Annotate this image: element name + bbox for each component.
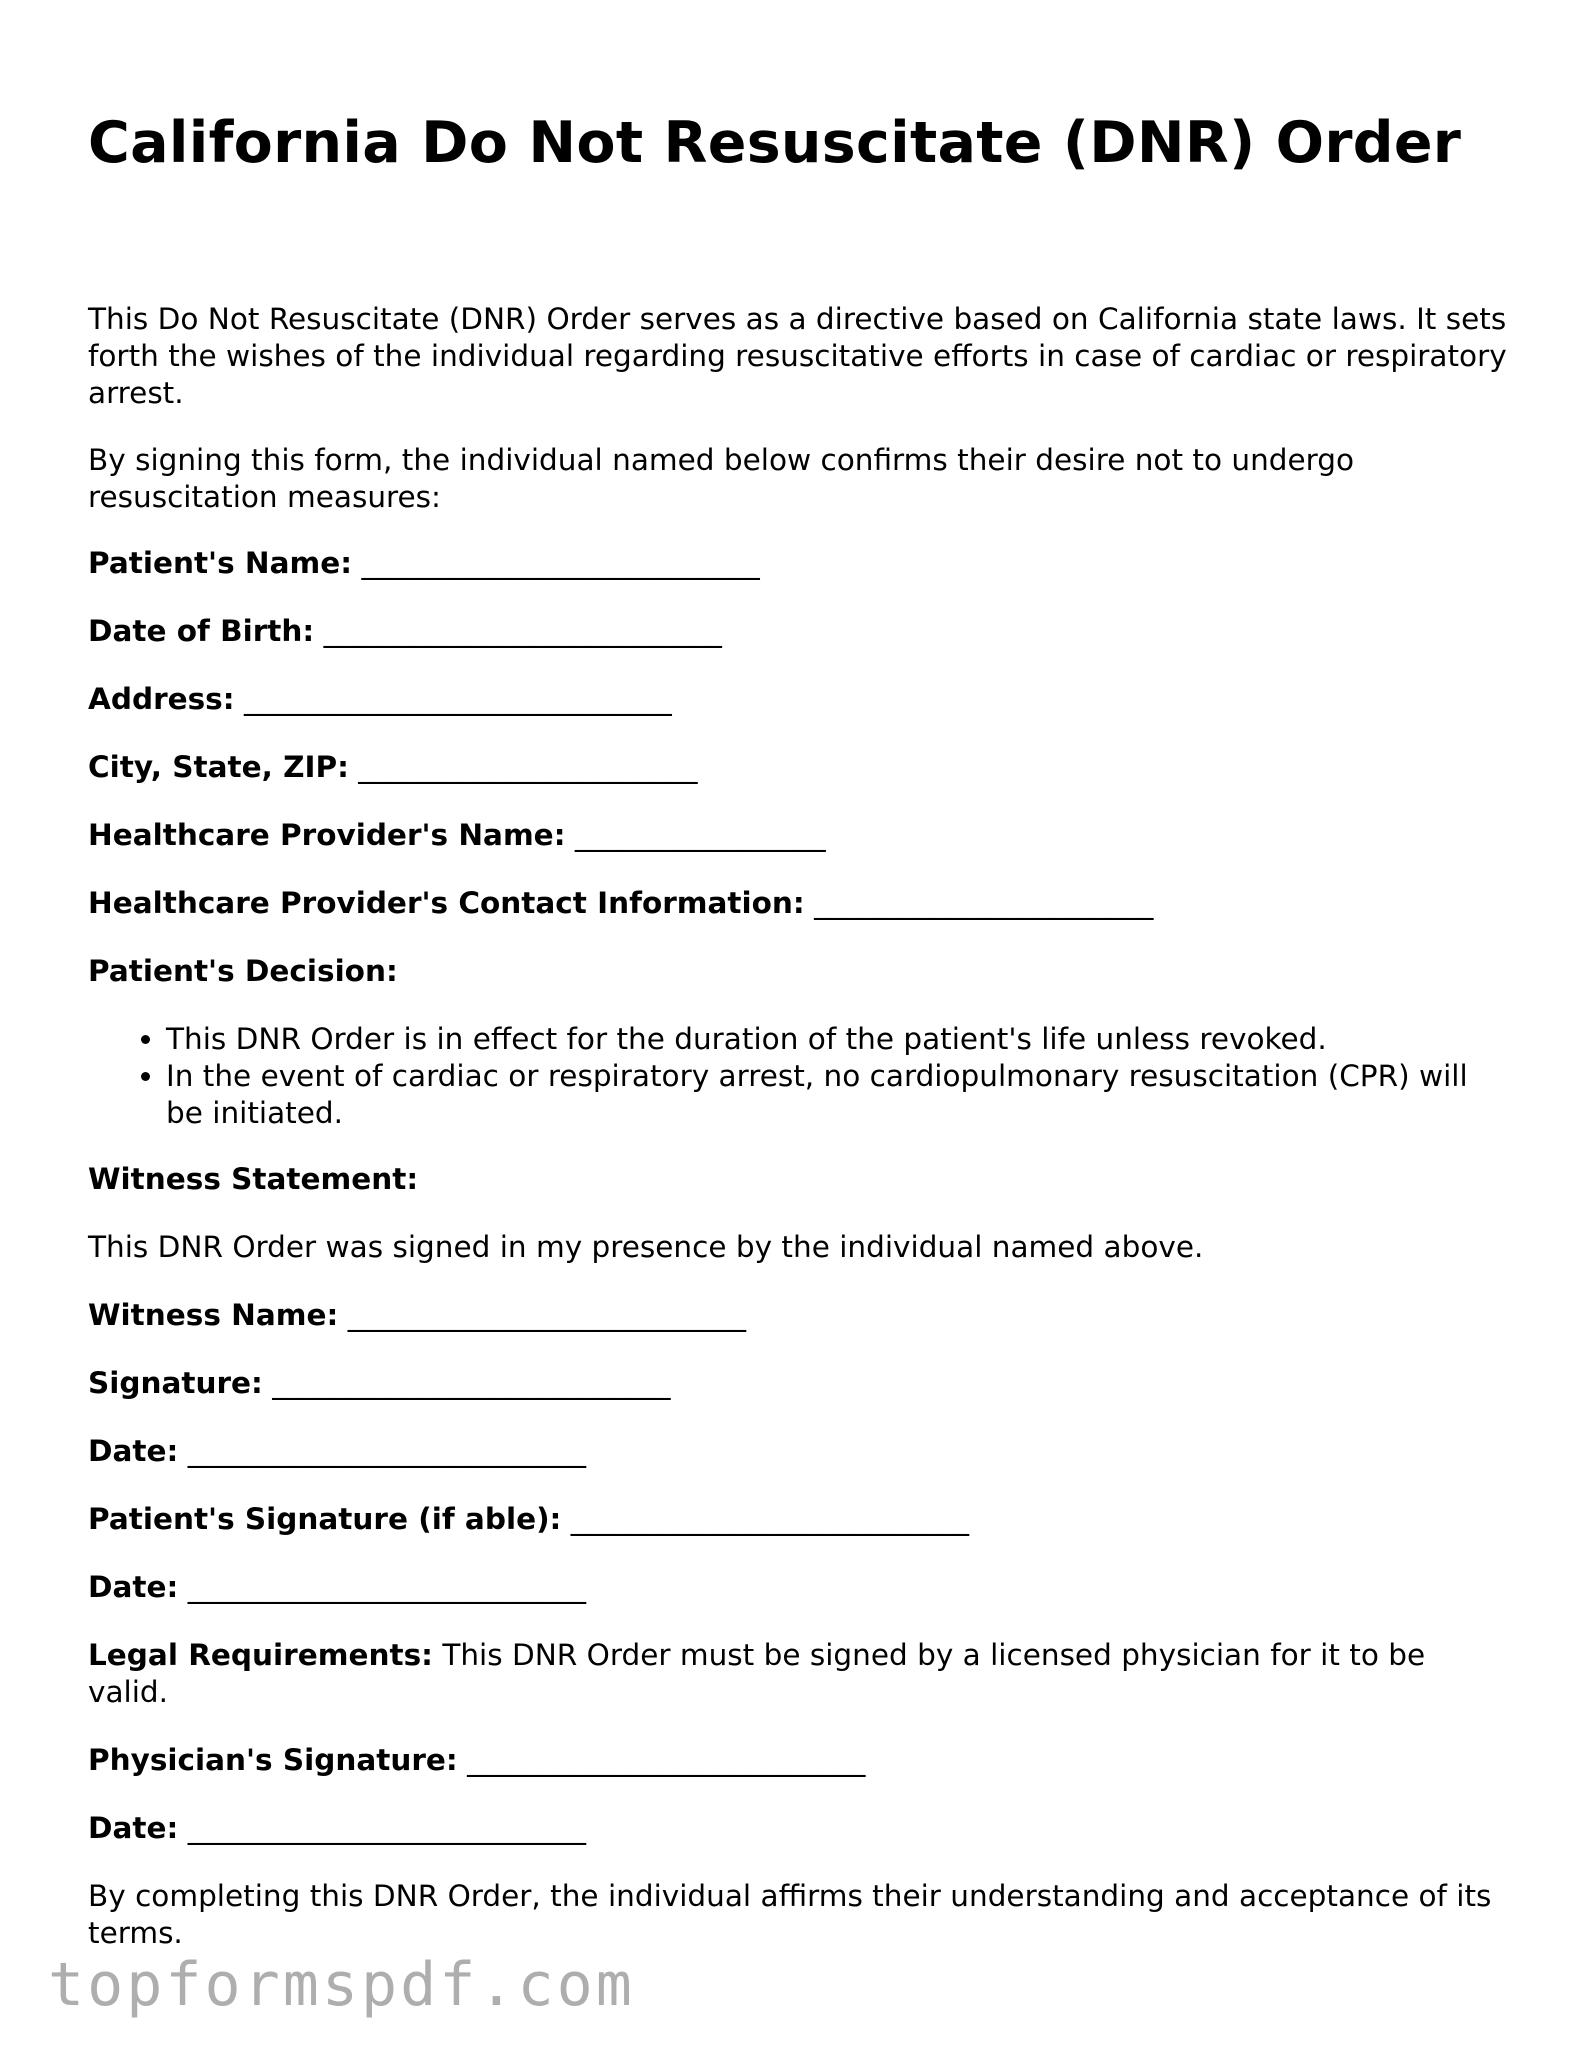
witness-signature-field (88, 1365, 1508, 1402)
patient-date-field (88, 1569, 1508, 1606)
dob-label: Date of Birth: (88, 614, 315, 648)
city-state-zip-label: City, State, ZIP: (88, 750, 349, 784)
provider-name-blank[interactable]: _________________ (574, 818, 826, 852)
city-state-zip-blank[interactable]: _______________________ (358, 750, 698, 784)
dob-field (88, 613, 1508, 650)
patient-signature-field (88, 1501, 1508, 1538)
patient-name-label: Patient's Name: (88, 546, 353, 580)
patient-date-label: Date: (88, 1570, 179, 1604)
provider-contact-blank[interactable]: _______________________ (814, 886, 1154, 920)
decision-list (88, 1021, 1508, 1132)
intro-paragraph: This Do Not Resuscitate (DNR) Order serves as a directive based on California state laws. It sets forth the wishes of the individual regarding resuscitative efforts in case of cardiac or respiratory arrest. (88, 302, 1507, 410)
witness-name-blank[interactable]: ___________________________ (347, 1298, 746, 1332)
legal-label: Legal Requirements: (88, 1638, 433, 1672)
address-label: Address: (88, 682, 235, 716)
patient-name-blank[interactable]: ___________________________ (361, 546, 760, 580)
provider-name-field (88, 817, 1508, 854)
patient-date-blank[interactable]: ___________________________ (187, 1570, 586, 1604)
city-state-zip-field (88, 749, 1508, 786)
witness-signature-label: Signature: (88, 1366, 263, 1400)
patient-signature-blank[interactable]: ___________________________ (570, 1502, 969, 1536)
physician-date-field (88, 1810, 1508, 1847)
physician-date-label: Date: (88, 1811, 179, 1845)
legal-requirements (88, 1637, 1508, 1711)
witness-heading: Witness Statement: (88, 1162, 419, 1196)
legal-text: This DNR Order must be signed by a licensed physician for it to be valid. (88, 1638, 1426, 1709)
list-item: • In the event of cardiac or respiratory arrest, no cardiopulmonary resuscitation (CPR) will be initiated. (166, 1058, 1508, 1132)
physician-signature-label: Physician's Signature: (88, 1743, 458, 1777)
watermark: topformspdf.com (48, 1950, 635, 2020)
address-blank[interactable]: _____________________________ (243, 682, 672, 716)
witness-statement: This DNR Order was signed in my presence by the individual named above. (88, 1230, 1204, 1264)
decision-list-wrap (88, 1021, 1508, 1132)
witness-name-field (88, 1297, 1508, 1334)
dob-blank[interactable]: ___________________________ (323, 614, 722, 648)
address-field (88, 681, 1508, 718)
physician-signature-blank[interactable]: ___________________________ (467, 1743, 866, 1777)
patient-name-field (88, 545, 1508, 582)
provider-contact-field (88, 885, 1508, 922)
list-item: • This DNR Order is in effect for the duration of the patient's life unless revoked. (166, 1021, 1508, 1058)
witness-date-blank[interactable]: ___________________________ (187, 1434, 586, 1468)
patient-signature-label: Patient's Signature (if able): (88, 1502, 562, 1536)
page-title: California Do Not Resuscitate (DNR) Order (88, 110, 1462, 176)
physician-signature-field (88, 1742, 1508, 1779)
witness-signature-blank[interactable]: ___________________________ (272, 1366, 671, 1400)
closing-paragraph: By completing this DNR Order, the individual affirms their understanding and acceptance of its terms. (88, 1879, 1492, 1950)
witness-date-label: Date: (88, 1434, 179, 1468)
physician-date-blank[interactable]: ___________________________ (187, 1811, 586, 1845)
witness-date-field (88, 1433, 1508, 1470)
provider-name-label: Healthcare Provider's Name: (88, 818, 566, 852)
witness-name-label: Witness Name: (88, 1298, 339, 1332)
confirm-paragraph: By signing this form, the individual named below confirms their desire not to undergo resuscitation measures: (88, 443, 1355, 514)
provider-contact-label: Healthcare Provider's Contact Information: (88, 886, 805, 920)
decision-heading: Patient's Decision: (88, 954, 398, 988)
